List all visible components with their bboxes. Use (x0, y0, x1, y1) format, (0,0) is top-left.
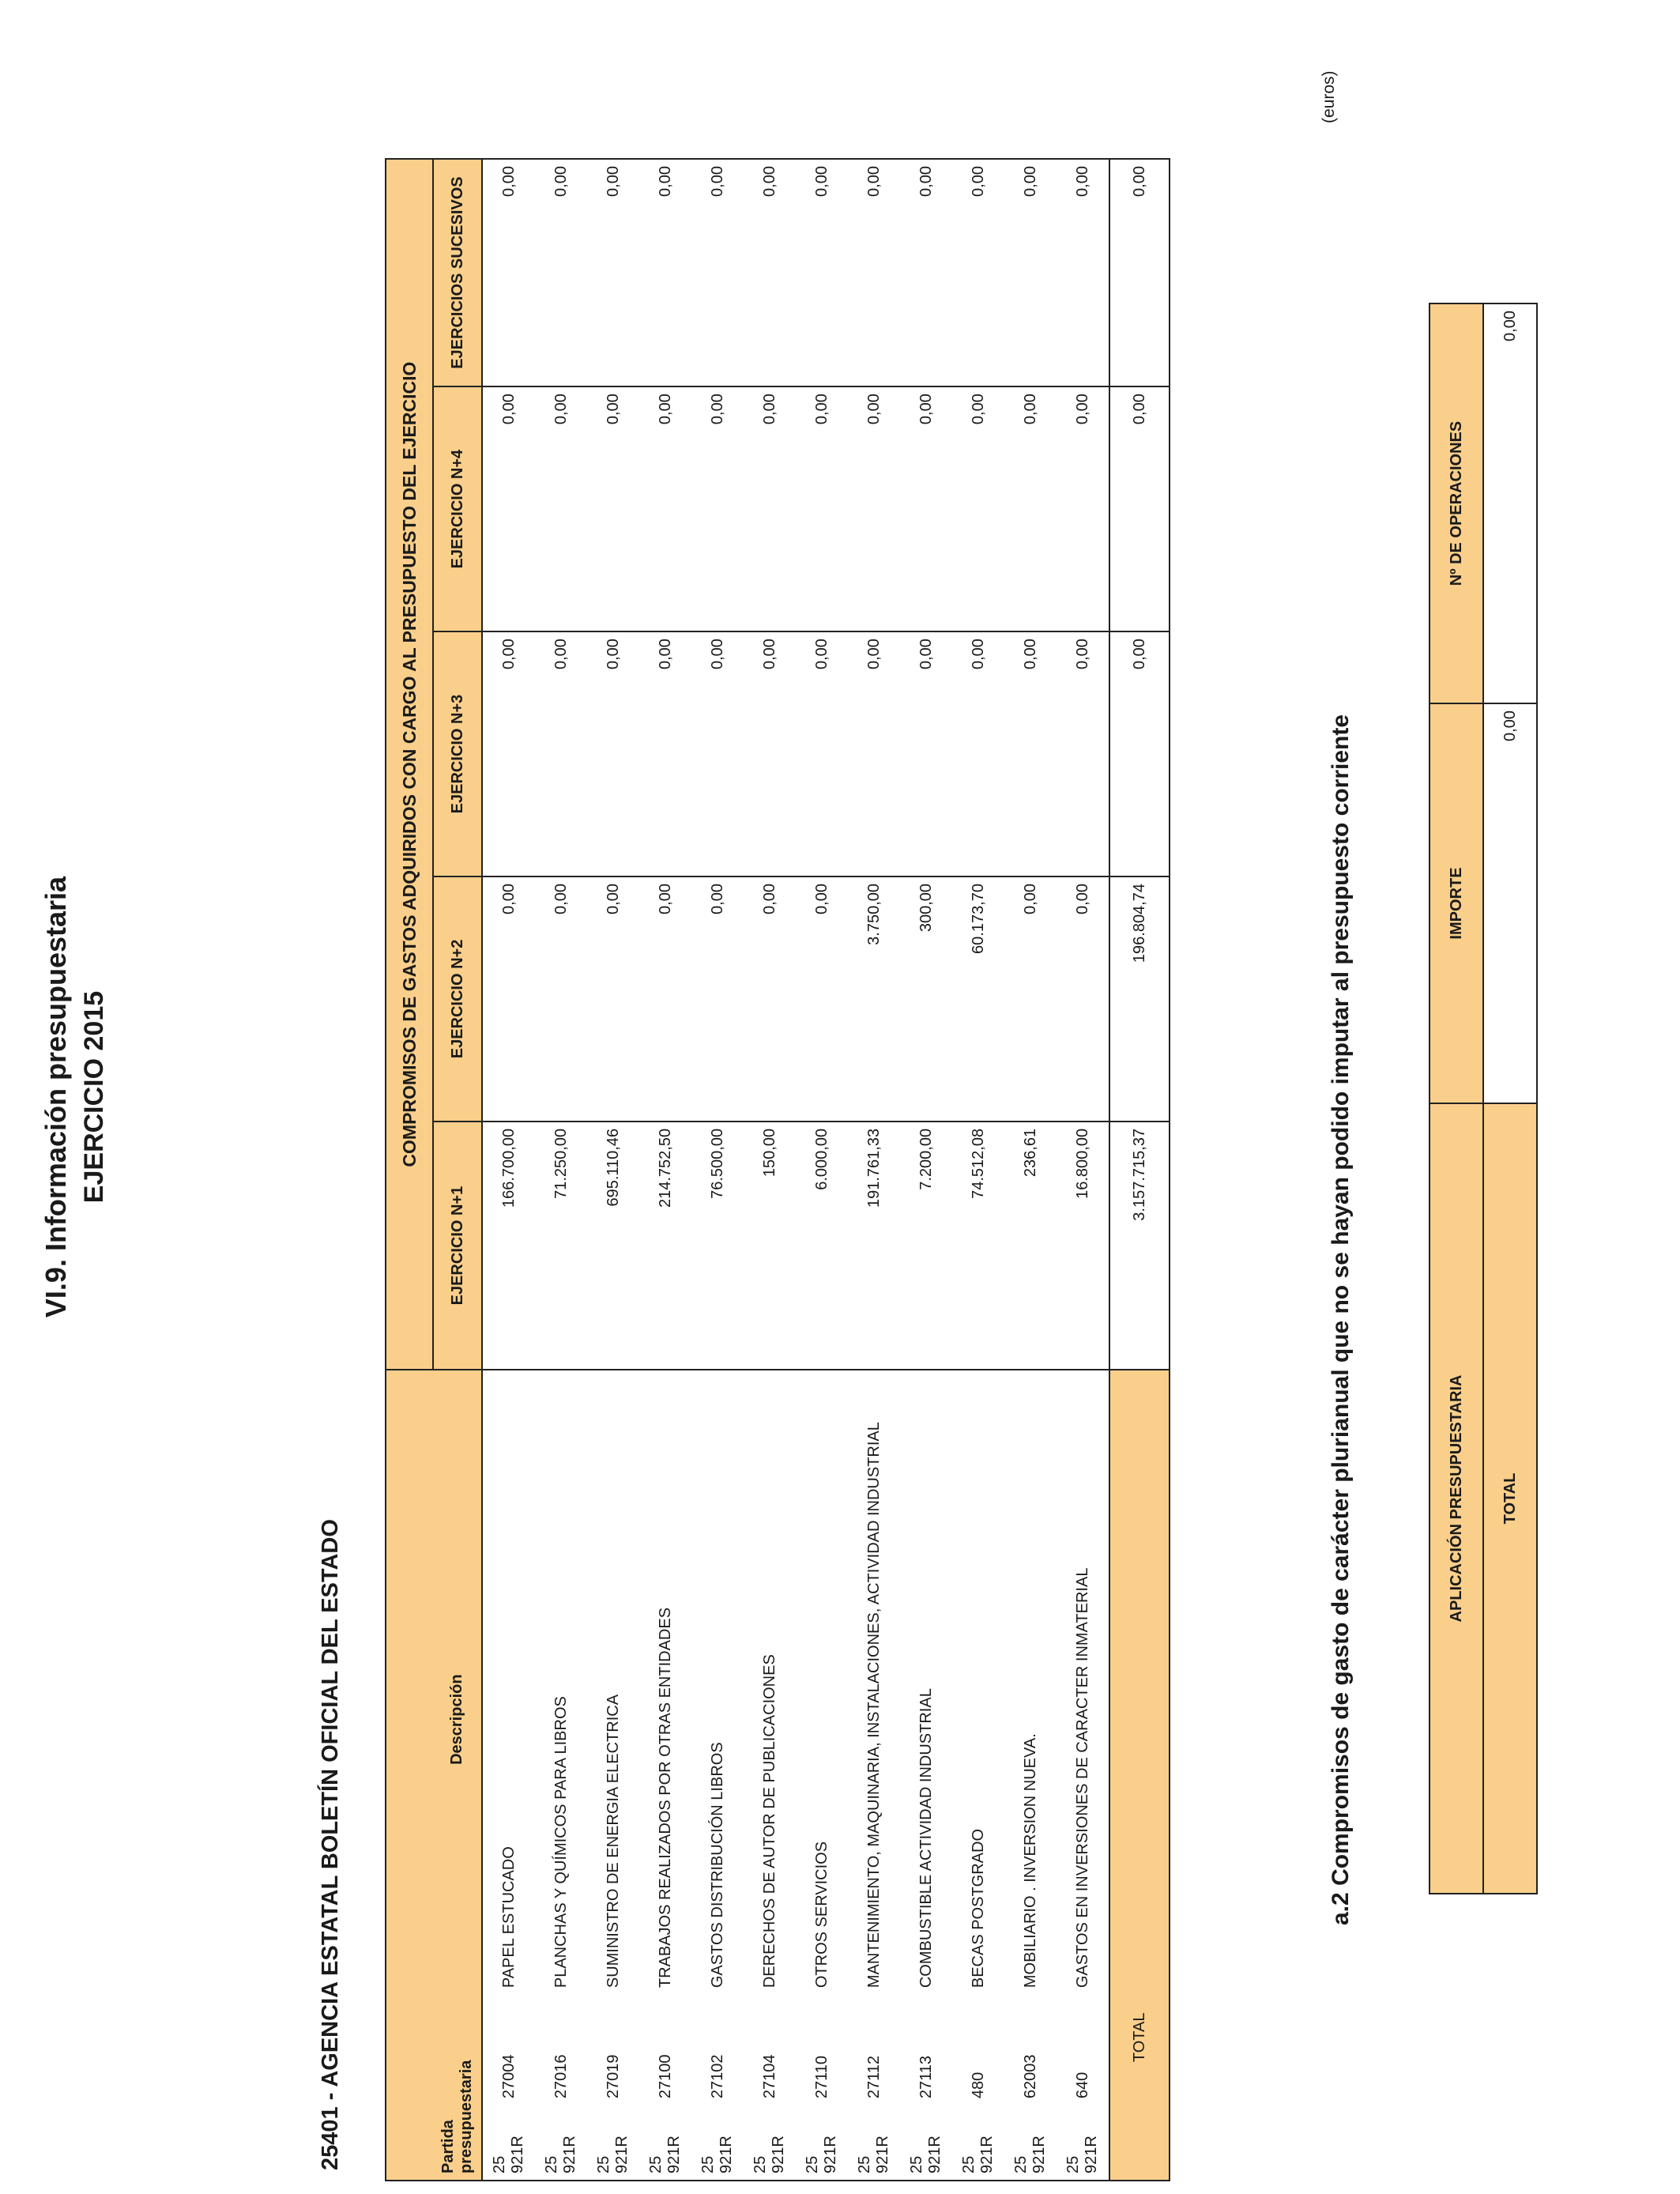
cell-n3: 0,00 (535, 631, 587, 876)
col-n4: EJERCICIO N+4 (433, 386, 482, 631)
cell-n1: 214.752,50 (639, 1122, 691, 1370)
col-n2: EJERCICIO N+2 (433, 876, 482, 1122)
cell-suc: 0,00 (900, 159, 952, 386)
partida-program: 25 921R (960, 2136, 996, 2173)
partida-program: 25 921R (699, 2136, 735, 2173)
table-row (1004, 159, 1057, 2181)
cell-n1: 695.110,46 (587, 1122, 639, 1370)
units-label: (euros) (1320, 70, 1338, 123)
cell-n2: 0,00 (482, 876, 535, 1122)
total-n2: 196.804,74 (1109, 876, 1170, 1122)
page-title: VI.9. Información presupuestaria (40, 876, 72, 1318)
cell-n2: 0,00 (1004, 876, 1057, 1122)
cell-suc: 0,00 (796, 159, 848, 386)
col-sucesivos: EJERCICIOS SUCESIVOS (433, 159, 482, 386)
total-n3: 0,00 (1109, 631, 1170, 876)
cell-n3: 0,00 (796, 631, 848, 876)
total-label: TOTAL (1109, 1370, 1170, 2068)
description-cell (1004, 1370, 1057, 2099)
cell-n4: 0,00 (691, 386, 744, 631)
partida-program: 25 921R (908, 2136, 944, 2173)
cell-n2: 0,00 (796, 876, 848, 1122)
partida-program: 25 921R (1064, 2136, 1100, 2173)
description-text: PAPEL ESTUCADO (499, 1846, 518, 1989)
cell-suc: 0,00 (639, 159, 691, 386)
cell-n2: 0,00 (1057, 876, 1109, 1122)
cell-n3: 0,00 (952, 631, 1004, 876)
cell-n2: 0,00 (744, 876, 796, 1122)
cell-suc: 0,00 (744, 159, 796, 386)
total-row (1109, 159, 1170, 2181)
col-operaciones: Nº DE OPERACIONES (1430, 303, 1483, 703)
cell-n1: 236,61 (1004, 1122, 1057, 1370)
cell-n3: 0,00 (482, 631, 535, 876)
description-cell (900, 1370, 952, 2099)
cell-n1: 16.800,00 (1057, 1122, 1109, 1370)
description-cell (1057, 1370, 1109, 2099)
description-cell (848, 1370, 900, 2099)
cell-n1: 150,00 (744, 1122, 796, 1370)
section2-total-importe: 0,00 (1483, 703, 1537, 1103)
section2-total-label: TOTAL (1483, 1103, 1537, 1894)
partida-code: 27110 (812, 2056, 831, 2099)
plurianual-table (1429, 303, 1538, 1894)
total-n4: 0,00 (1109, 386, 1170, 631)
cell-suc: 0,00 (691, 159, 744, 386)
partida-code: 27104 (760, 2054, 778, 2099)
table-row (744, 159, 796, 2181)
cell-suc: 0,00 (1057, 159, 1109, 386)
table-row (1057, 159, 1109, 2181)
description-text: OTROS SERVICIOS (812, 1841, 831, 1989)
partida-program: 25 921R (647, 2136, 683, 2173)
partida-program: 25 921R (543, 2136, 578, 2173)
cell-n1: 191.761,33 (848, 1122, 900, 1370)
partida-code: 27102 (708, 2054, 726, 2099)
total-blank (1109, 2068, 1170, 2181)
partida-program: 25 921R (804, 2136, 839, 2173)
cell-n3: 0,00 (1004, 631, 1057, 876)
page-subtitle: EJERCICIO 2015 (79, 990, 109, 1204)
table-row (952, 159, 1004, 2181)
cell-n2: 0,00 (639, 876, 691, 1122)
partida-code: 27019 (604, 2054, 622, 2099)
table-row (587, 159, 639, 2181)
description-cell (691, 1370, 744, 2099)
description-text: GASTOS DISTRIBUCIÓN LIBROS (708, 1742, 726, 1989)
table-row (848, 159, 900, 2181)
cell-suc: 0,00 (1004, 159, 1057, 386)
header-blank (386, 1370, 433, 2181)
section2-total-operaciones: 0,00 (1483, 303, 1537, 703)
table-row (639, 159, 691, 2181)
description-cell (952, 1370, 1004, 2099)
cell-n2: 60.173,70 (952, 876, 1004, 1122)
cell-n1: 74.512,08 (952, 1122, 1004, 1370)
description-cell (796, 1370, 848, 2099)
total-n1: 3.157.715,37 (1109, 1122, 1170, 1370)
col-n3: EJERCICIO N+3 (433, 631, 482, 876)
cell-suc: 0,00 (952, 159, 1004, 386)
col-n1: EJERCICIO N+1 (433, 1122, 482, 1370)
section2-total-row (1483, 303, 1537, 1894)
cell-n2: 0,00 (691, 876, 744, 1122)
cell-suc: 0,00 (535, 159, 587, 386)
col-aplicacion: APLICACIÓN PRESUPUESTARIA (1430, 1103, 1483, 1894)
cell-n3: 0,00 (587, 631, 639, 876)
cell-n4: 0,00 (796, 386, 848, 631)
partida-program: 25 921R (491, 2136, 526, 2173)
partida-code: 27016 (552, 2054, 570, 2099)
cell-n3: 0,00 (900, 631, 952, 876)
cell-n4: 0,00 (848, 386, 900, 631)
cell-n2: 0,00 (587, 876, 639, 1122)
cell-n2: 0,00 (535, 876, 587, 1122)
description-cell (587, 1370, 639, 2099)
cell-suc: 0,00 (482, 159, 535, 386)
cell-suc: 0,00 (587, 159, 639, 386)
col-partida (433, 2060, 482, 2181)
total-suc: 0,00 (1109, 159, 1170, 386)
description-text: PLANCHAS Y QUÍMICOS PARA LIBROS (552, 1696, 570, 1989)
cell-n2: 300,00 (900, 876, 952, 1122)
description-text: DERECHOS DE AUTOR DE PUBLICACIONES (760, 1654, 778, 1989)
partida-program: 25 921R (1012, 2136, 1048, 2173)
description-text: TRABAJOS REALIZADOS POR OTRAS ENTIDADES (656, 1607, 674, 1989)
cell-n4: 0,00 (587, 386, 639, 631)
cell-n3: 0,00 (744, 631, 796, 876)
cell-n3: 0,00 (848, 631, 900, 876)
description-cell (482, 1370, 535, 2099)
partida-program: 25 921R (751, 2136, 787, 2173)
partida-code: 27113 (917, 2056, 935, 2099)
description-cell (535, 1370, 587, 2099)
cell-n1: 7.200,00 (900, 1122, 952, 1370)
partida-program: 25 921R (856, 2136, 891, 2173)
description-text: BECAS POSTGRADO (969, 1828, 987, 1989)
cell-n3: 0,00 (1057, 631, 1109, 876)
table-row (535, 159, 587, 2181)
cell-n4: 0,00 (900, 386, 952, 631)
table-row (482, 159, 535, 2181)
description-text: COMBUSTIBLE ACTIVIDAD INDUSTRIAL (917, 1688, 935, 1989)
cell-n4: 0,00 (482, 386, 535, 631)
cell-n4: 0,00 (639, 386, 691, 631)
partida-code: 62003 (1021, 2054, 1039, 2099)
col-importe: IMPORTE (1430, 703, 1483, 1103)
entity-heading: 25401 - AGENCIA ESTATAL BOLETÍN OFICIAL DEL ESTADO (318, 1519, 343, 2170)
cell-n2: 3.750,00 (848, 876, 900, 1122)
description-text: GASTOS EN INVERSIONES DE CARACTER INMATERIAL (1073, 1567, 1091, 1989)
col-descripcion: Descripción (433, 1370, 482, 2068)
cell-n4: 0,00 (1004, 386, 1057, 631)
section2-title: a.2 Compromisos de gasto de carácter plurianual que no se hayan podido imputar al presupuesto corriente (1328, 714, 1354, 1925)
table-row (900, 159, 952, 2181)
group-header: COMPROMISOS DE GASTOS ADQUIRIDOS CON CARGO AL PRESUPUESTO DEL EJERCICIO (386, 159, 433, 1370)
partida-code: 27004 (499, 2054, 518, 2099)
description-cell (744, 1370, 796, 2099)
description-text: SUMINISTRO DE ENERGIA ELECTRICA (604, 1694, 622, 1989)
cell-n4: 0,00 (535, 386, 587, 631)
partida-code: 27100 (656, 2054, 674, 2099)
cell-n1: 166.700,00 (482, 1122, 535, 1370)
cell-n4: 0,00 (1057, 386, 1109, 631)
partida-code: 480 (969, 2071, 987, 2099)
description-text: MOBILIARIO . INVERSION NUEVA. (1021, 1733, 1039, 1989)
cell-n1: 6.000,00 (796, 1122, 848, 1370)
partida-code: 640 (1073, 2071, 1091, 2099)
col-partida-label: Partida presupuestaria (439, 2060, 475, 2173)
cell-suc: 0,00 (848, 159, 900, 386)
cell-n3: 0,00 (691, 631, 744, 876)
cell-n1: 76.500,00 (691, 1122, 744, 1370)
description-text: MANTENIMIENTO, MAQUINARIA, INSTALACIONES, ACTIVIDAD INDUSTRIAL (864, 1422, 883, 1989)
table-row (691, 159, 744, 2181)
cell-n3: 0,00 (639, 631, 691, 876)
cell-n1: 71.250,00 (535, 1122, 587, 1370)
description-cell (639, 1370, 691, 2099)
table-row (796, 159, 848, 2181)
cell-n4: 0,00 (744, 386, 796, 631)
partida-code: 27112 (864, 2056, 883, 2099)
cell-n4: 0,00 (952, 386, 1004, 631)
commitments-table (385, 158, 1170, 2181)
partida-program: 25 921R (595, 2136, 631, 2173)
